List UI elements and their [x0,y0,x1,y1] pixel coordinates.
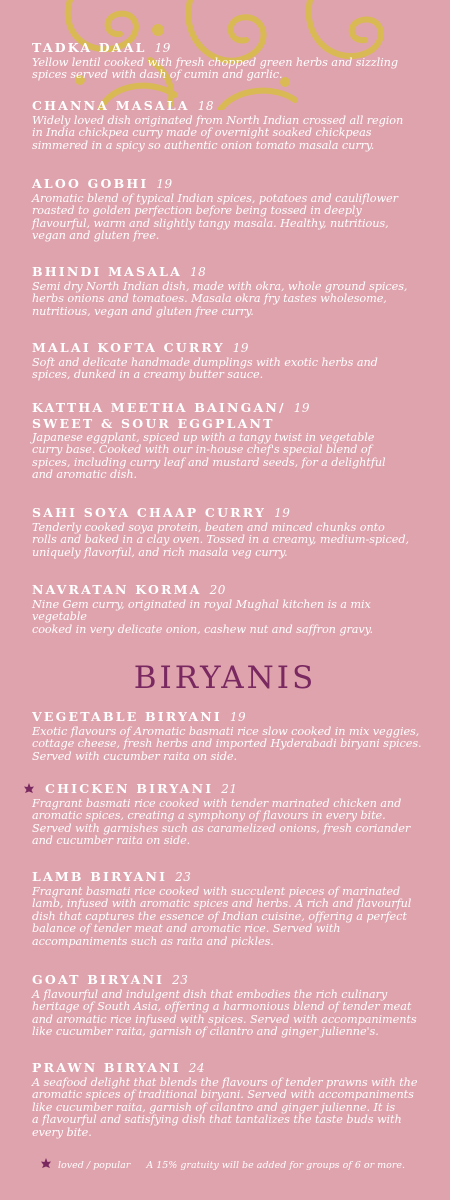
description-line: simmered in a spicy so authentic onion tomato masala curry. [32,138,375,152]
item-price: 21 [221,782,238,796]
biryani-item [32,869,424,948]
description-line: every bite. [32,1125,92,1139]
description-line: and aromatic dish. [32,468,137,482]
description-line: like cucumber raita, garnish of cilantro and ginger julienne's. [32,1025,379,1039]
description-line: balance of tender meat and aromatic rice. Served with [32,922,341,936]
item-description [32,193,424,243]
curry-item [32,340,424,382]
item-name: ALOO GOBHI [32,176,149,191]
description-line: flavourful, warm and slightly tangy masala. Healthy, nutritious, [32,216,389,230]
description-line: like cucumber raita, garnish of cilantro and ginger julienne. It is [32,1100,396,1114]
item-description [32,115,424,152]
description-line: cottage cheese, fresh herbs and imported Hyderabadi biryani spices. [32,737,422,751]
item-title-line [32,400,424,416]
curry-item [32,582,424,636]
item-name: VEGETABLE BIRYANI [32,709,222,724]
item-subname: SWEET & SOUR EGGPLANT [32,416,275,431]
item-price: 19 [232,341,250,355]
description-line: aromatic spices, creating a symphony of flavours in every bite. [32,809,386,823]
item-description [32,989,424,1039]
item-price: 23 [175,870,192,884]
description-line: Nine Gem curry, originated in royal Mughal kitchen is a mix vegetable [32,598,371,624]
description-line: Aromatic blend of typical Indian spices, potatoes and cauliflower [32,192,398,205]
item-name: CHANNA MASALA [32,98,190,113]
description-line: Fragrant basmati rice cooked with succulent pieces of marinated [32,885,401,898]
description-line: Served with garnishes such as caramelized onions, fresh coriander [32,821,411,835]
item-name: GOAT BIRYANI [32,972,165,987]
description-line: spices, including curry leaf and mustard seeds, for a delightful [32,455,386,469]
item-title-line [32,972,424,988]
description-line: roasted to golden perfection before being tossed in deeply [32,204,362,218]
item-price: 19 [229,710,247,724]
curry-item [32,505,424,559]
item-description [32,886,424,948]
description-line: A flavourful and indulgent dish that embodies the rich culinary [32,988,388,1001]
curry-item [32,400,424,482]
item-description [32,1077,424,1139]
description-line: lamb, infused with aromatic spices and herbs. A rich and flavourful [32,897,412,911]
item-name: MALAI KOFTA CURRY [32,340,225,355]
lotus-icon [23,782,35,794]
description-line: spices served with dash of cumin and garlic. [32,68,283,82]
description-line: aromatic spices of traditional biryani. Served with accompaniments [32,1088,414,1102]
description-line: curry base. Cooked with our in-house chef's special blend of [32,443,372,457]
biryani-item [32,1060,424,1139]
item-description [32,599,424,636]
description-line: A seafood delight that blends the flavours of tender prawns with the [32,1076,418,1089]
description-line: herbs onions and tomatoes. Masala okra fry tastes wholesome, [32,292,387,306]
description-line: in India chickpea curry made of overnight soaked chickpeas [32,126,372,140]
item-name: SAHI SOYA CHAAP CURRY [32,505,267,520]
item-price: 18 [197,99,214,113]
item-price: 19 [154,41,171,55]
description-line: and cucumber raita on side. [32,834,191,848]
description-line: rolls and baked in a clay oven. Tossed in a creamy, medium-spiced, [32,533,409,547]
item-description [32,432,424,482]
item-title-line [32,264,424,280]
description-line: nutritious, vegan and gluten free curry. [32,304,254,318]
item-name: NAVRATAN KORMA [32,582,202,597]
item-name: TADKA DAAL [32,40,147,55]
description-line: Served with cucumber raita on side. [32,749,237,763]
description-line: Soft and delicate handmade dumplings with exotic herbs and [32,356,378,369]
curry-item [32,40,424,82]
curry-item [32,176,424,243]
item-name: BHINDI MASALA [32,264,183,279]
item-title-line [32,1060,424,1076]
biryani-item [32,781,424,848]
item-name: KATTHA MEETHA BAINGAN/ [32,400,286,415]
curry-item [32,98,424,152]
biryani-item [32,709,424,763]
item-description [32,357,424,382]
item-title-line [32,781,424,797]
item-title-line [32,582,424,598]
item-name: LAMB BIRYANI [32,869,168,884]
description-line: uniquely flavorful, and rich masala veg curry. [32,545,288,559]
item-title-line [32,340,424,356]
description-line: spices, dunked in a creamy butter sauce. [32,368,264,382]
description-line: cooked in very delicate onion, cashew nut and saffron gravy. [32,622,373,636]
item-price: 19 [156,177,173,191]
curry-item [32,264,424,318]
description-line: Fragrant basmati rice cooked with tender marinated chicken and [32,797,402,810]
item-price: 19 [293,401,311,415]
item-price: 23 [172,973,189,987]
description-line: heritage of South Asia, offering a harmonious blend of tender meat [32,1000,412,1014]
description-line: Exotic flavours of Aromatic basmati rice slow cooked in mix veggies, [32,725,420,738]
description-line: dish that captures the essence of Indian cuisine, offering a perfect [32,909,407,923]
footer-note: A 15% gratuity will be added for groups of 6 or more. [146,1160,406,1171]
description-line: Tenderly cooked soya protein, beaten and minced chunks onto [32,521,385,534]
item-title-line [32,505,424,521]
item-description [32,726,424,763]
lotus-icon [40,1157,52,1169]
footer-legend: loved / popular [58,1160,131,1171]
description-line: Semi dry North Indian dish, made with okra, whole ground spices, [32,280,408,293]
item-description [32,57,424,82]
footer [40,1157,440,1171]
item-name: CHICKEN BIRYANI [45,781,214,796]
item-title-line [32,869,424,885]
item-price: 18 [190,265,207,279]
description-line: accompaniments such as raita and pickles. [32,934,274,948]
item-price: 24 [188,1061,206,1075]
item-price: 19 [274,506,291,520]
biryani-item [32,972,424,1039]
item-description [32,281,424,318]
description-line: Japanese eggplant, spiced up with a tangy twist in vegetable [32,431,375,444]
item-title-line [32,40,424,56]
item-description [32,798,424,848]
description-line: a flavourful and satisfying dish that tantalizes the taste buds with [32,1113,402,1127]
item-name: PRAWN BIRYANI [32,1060,181,1075]
item-price: 20 [209,583,226,597]
description-line: Widely loved dish originated from North Indian crossed all region [32,114,404,127]
description-line: and aromatic rice infused with spices. Served with accompaniments [32,1012,417,1026]
item-title-line [32,98,424,114]
item-description [32,522,424,559]
description-line: vegan and gluten free. [32,229,160,243]
description-line: Yellow lentil cooked with fresh chopped green herbs and sizzling [32,56,398,69]
section-title-biryanis: BIRYANIS [133,660,317,696]
item-title-line [32,176,424,192]
item-title-line [32,709,424,725]
